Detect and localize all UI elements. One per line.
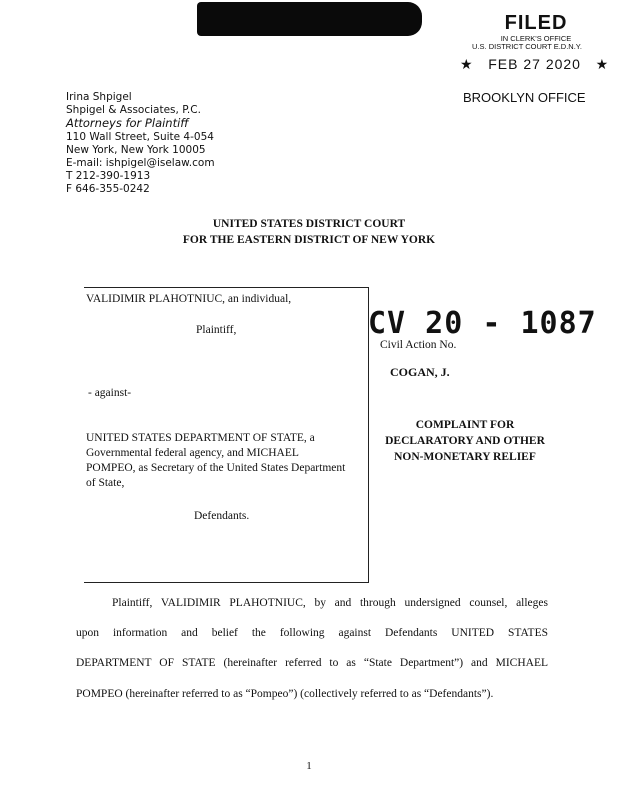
- body-line: DEPARTMENT OF STATE (hereinafter referred to as “State Department”) and MICHAEL: [76, 657, 548, 669]
- case-number-stamp: CV 20 - 1087: [368, 306, 597, 341]
- attorney-fax: F 646-355-0242: [66, 183, 150, 196]
- against-label: - against-: [88, 387, 132, 399]
- civil-action-label: Civil Action No.: [380, 339, 457, 351]
- attorney-email: E-mail: ishpigel@iselaw.com: [66, 157, 215, 170]
- defendant-line: of State,: [86, 477, 125, 489]
- complaint-title-line2: DECLARATORY AND OTHER: [385, 435, 545, 447]
- star-icon: ★: [595, 56, 610, 72]
- star-icon: ★: [460, 56, 474, 72]
- brooklyn-office-label: BROOKLYN OFFICE: [463, 90, 586, 105]
- filed-label: FILED: [504, 12, 568, 34]
- attorney-name: Irina Shpigel: [66, 91, 132, 103]
- attorney-firm: Shpigel & Associates, P.C.: [66, 104, 201, 117]
- stamp-date-row: [460, 56, 609, 73]
- filed-stamp: [457, 12, 597, 51]
- complaint-title-line1: COMPLAINT FOR: [415, 419, 515, 431]
- court-line2: FOR THE EASTERN DISTRICT OF NEW YORK: [182, 234, 436, 246]
- judge-stamp: COGAN, J.: [390, 365, 450, 379]
- plaintiff-name: VALIDIMIR PLAHOTNIUC, an individual,: [86, 293, 292, 305]
- body-line: Plaintiff, VALIDIMIR PLAHOTNIUC, by and through undersigned counsel, alleges: [112, 597, 548, 609]
- body-line: POMPEO (hereinafter referred to as “Pompeo”) (collectively referred to as “Defendants”).: [76, 688, 494, 700]
- attorney-address2: New York, New York 10005: [66, 143, 206, 156]
- page-number: 1: [306, 760, 312, 772]
- attorney-block: [66, 91, 215, 197]
- plaintiff-label: Plaintiff,: [196, 324, 237, 336]
- attorney-address1: 110 Wall Street, Suite 4-054: [66, 130, 214, 143]
- attorney-phone: T 212-390-1913: [66, 170, 151, 183]
- body-line: upon information and belief the following against Defendants UNITED STATES: [76, 627, 548, 639]
- defendant-line: UNITED STATES DEPARTMENT OF STATE, a: [86, 432, 315, 444]
- complaint-title-line3: NON-MONETARY RELIEF: [394, 451, 536, 463]
- court-heading: [0, 216, 618, 248]
- stamp-date: FEB 27 2020: [488, 56, 581, 72]
- district-court-label: U.S. DISTRICT COURT E.D.N.Y.: [472, 42, 582, 51]
- defendant-line: POMPEO, as Secretary of the United States Department: [86, 462, 346, 474]
- defendants-label: Defendants.: [194, 510, 250, 522]
- complaint-title: [370, 417, 560, 465]
- defendant-line: Governmental federal agency, and MICHAEL: [86, 447, 299, 459]
- court-line1: UNITED STATES DISTRICT COURT: [212, 218, 406, 230]
- clerk-office-label: IN CLERK'S OFFICE: [500, 34, 572, 43]
- attorney-role: Attorneys for Plaintiff: [66, 116, 189, 131]
- redaction-bar: [197, 2, 422, 36]
